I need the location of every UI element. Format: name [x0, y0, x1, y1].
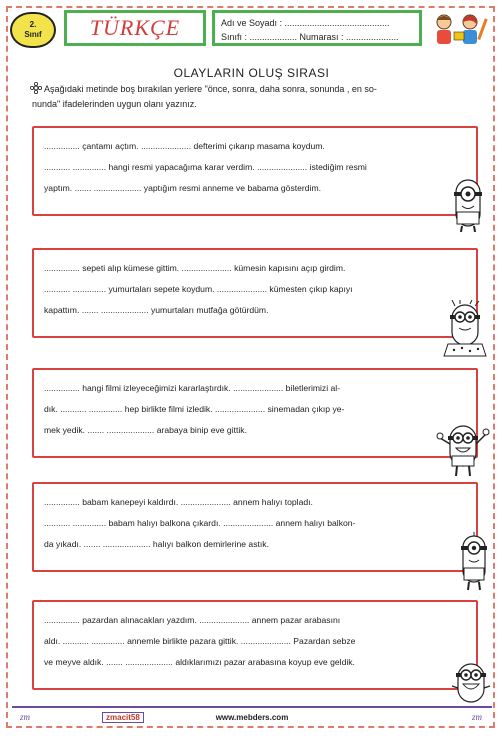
exercise-text-4	[44, 492, 462, 555]
exercise-box-4	[32, 482, 478, 572]
exercise-4-line-2: ........... .............. babam halıyı balkona çıkardı. ..................... annem halıyı balkon-	[44, 518, 356, 528]
exercise-2-line-3: kapattım. ....... .................... yumurtaları mutfağa götürdüm.	[44, 305, 269, 315]
flower-bullet-icon	[30, 82, 42, 94]
exercise-3-line-3: mek yedik. ....... .................... arabaya binip eve gittik.	[44, 425, 247, 435]
footer-code: zmacit58	[102, 712, 144, 723]
footer	[12, 706, 492, 730]
kids-reading-icon	[428, 10, 492, 48]
exercise-5-line-2: aldı. ........... .............. annemle birlikte pazara gittik. ..................... Pazardan sebze	[44, 636, 356, 646]
minion-small-icon	[456, 530, 492, 592]
page-heading: OLAYLARIN OLUŞ SIRASI	[173, 66, 330, 80]
exercise-4-line-1: ............... babam kanepeyi kaldırdı. ..................... annem halıyı topladı.	[44, 497, 313, 507]
header	[8, 10, 495, 52]
exercise-5-line-3: ve meyve aldık. ....... .................... aldıklarımızı pazar arabasına koyup eve geldik.	[44, 657, 355, 667]
exercise-box-5	[32, 600, 478, 690]
grade-number: 2.	[29, 20, 37, 29]
exercise-2-line-1: ............... sepeti alıp kümese gittim. ..................... kümesin kapısını açıp girdim.	[44, 263, 346, 273]
exercise-box-3	[32, 368, 478, 458]
exercise-text-5	[44, 610, 462, 673]
footer-logo-right: zm	[471, 712, 482, 722]
exercise-5-line-1: ............... pazardan alınacakları yazdım. ..................... annem pazar arabasını	[44, 615, 341, 625]
student-info-box	[212, 10, 422, 46]
grade-label: Sınıf	[24, 30, 42, 39]
minion-girl-icon	[440, 300, 490, 358]
class-line: Sınıfı : ................... Numarası : .....................	[221, 32, 399, 42]
exercise-3-line-1: ............... hangi filmi izleyeceğimizi kararlaştırdık. ..................... biletlerimizi al-	[44, 383, 341, 393]
grade-badge	[10, 12, 56, 48]
exercise-text-3	[44, 378, 462, 441]
exercise-text-2	[44, 258, 462, 321]
minion-icon	[448, 176, 488, 234]
exercise-2-line-2: ........... .............. yumurtaları sepete koydum. ..................... kümesten çıkıp kapıyı	[44, 284, 353, 294]
instruction	[30, 82, 482, 112]
footer-url[interactable]: www.mebders.com	[215, 713, 289, 722]
exercise-text-1	[44, 136, 462, 199]
minion-laughing-icon	[448, 660, 494, 704]
exercise-1-line-2: ........... .............. hangi resmi yapacağıma karar verdim. ..................... istediğim resmi	[44, 162, 367, 172]
exercise-4-line-3: da yıkadı. ....... .................... halıyı balkon demirlerine astık.	[44, 539, 269, 549]
footer-logo-left: zm	[19, 712, 30, 722]
name-line: Adı ve Soyadı : ..........................................	[221, 18, 390, 28]
exercise-3-line-2: dık. ........... .............. hep birlikte filmi izledik. ..................... sinemadan çıkıp ye-	[44, 404, 345, 414]
subject-title-box	[64, 10, 206, 46]
exercise-1-line-3: yaptım. ....... .................... yaptığım resmi anneme ve babama gösterdim.	[44, 183, 322, 193]
exercise-1-line-1: ............... çantamı açtım. ..................... defterimi çıkarıp masama koydum.	[44, 141, 325, 151]
instruction-line-1	[30, 82, 482, 97]
minion-waving-icon	[436, 420, 490, 478]
subject-title: TÜRKÇE	[89, 15, 181, 40]
instruction-text-2: nunda" ifadelerinden uygun olanı yazınız.	[32, 99, 197, 109]
exercise-box-1	[32, 126, 478, 216]
exercise-box-2	[32, 248, 478, 338]
instruction-text-1: Aşağıdaki metinde boş bırakılan yerlere "önce, sonra, daha sonra, sonunda , en so-	[44, 84, 377, 94]
